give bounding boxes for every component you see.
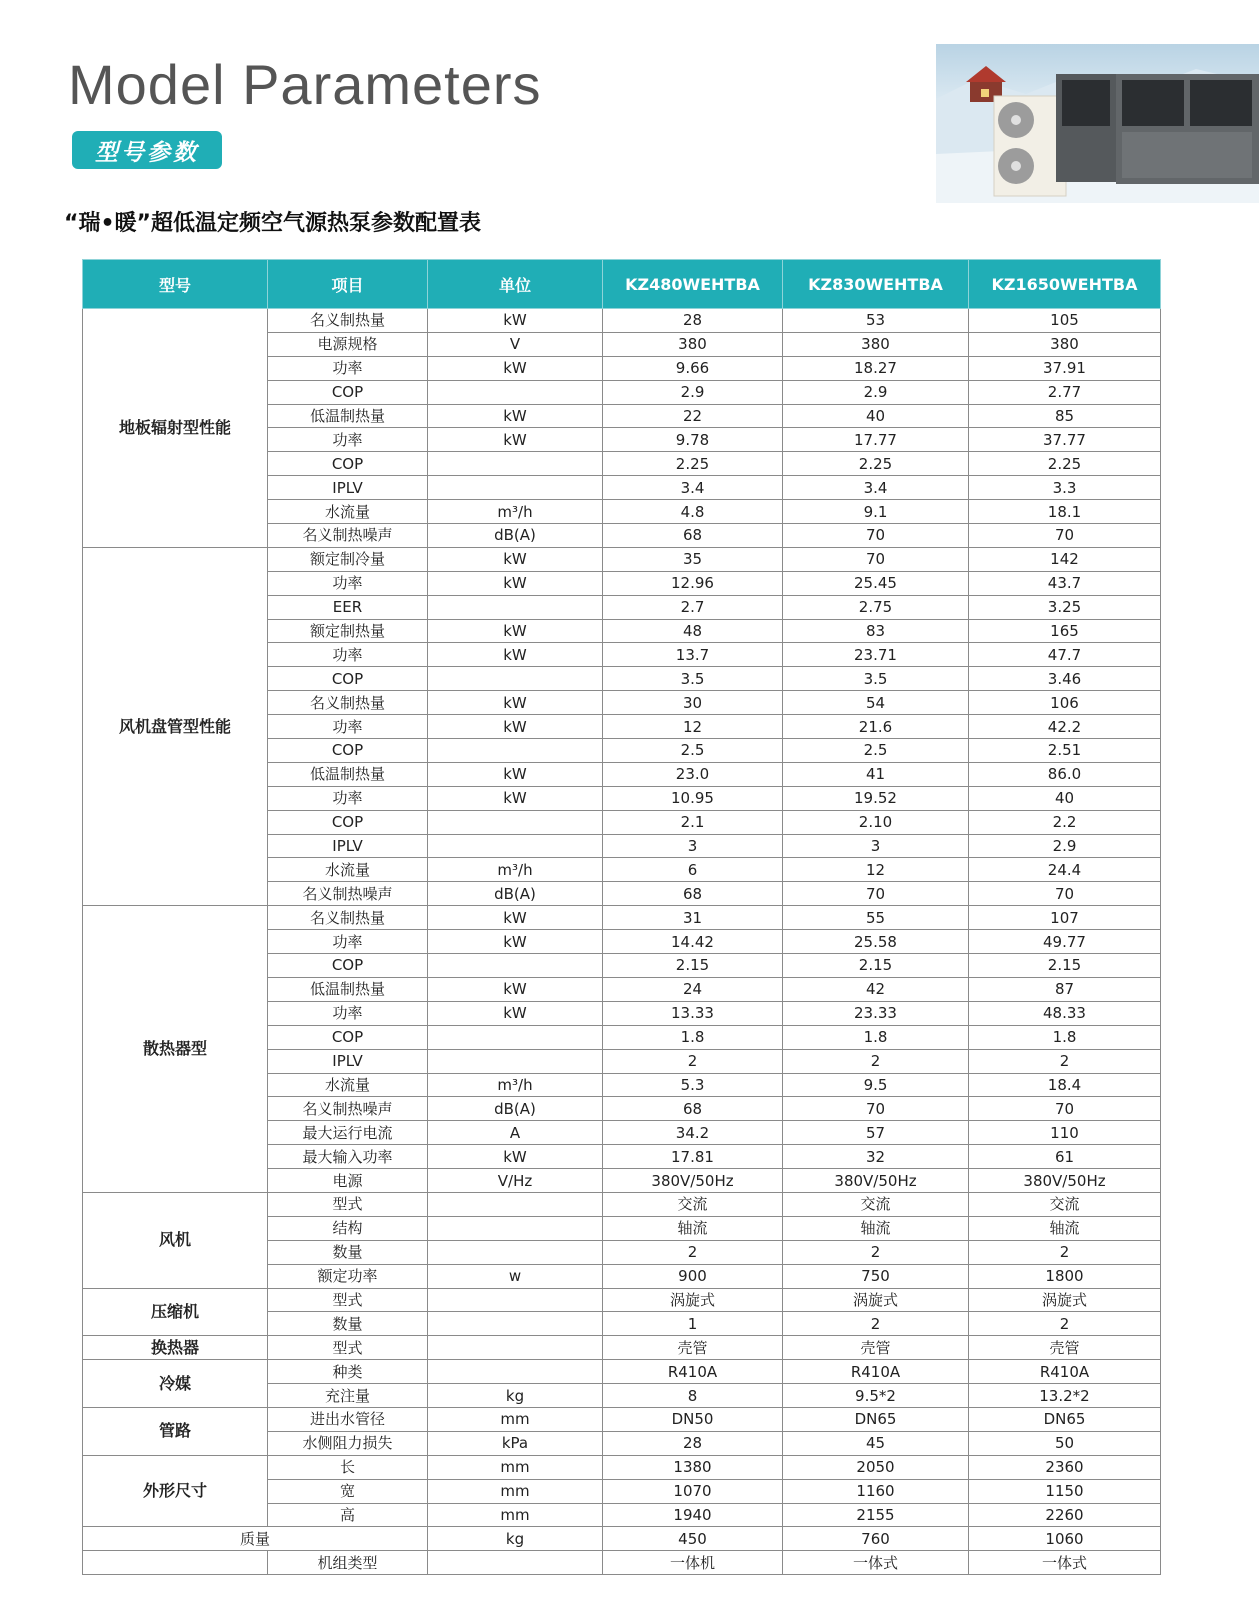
table-row-mass <box>83 1527 1161 1551</box>
value-cell: 86.0 <box>969 762 1161 786</box>
item-cell: 额定功率 <box>268 1264 428 1288</box>
item-cell: 种类 <box>268 1360 428 1384</box>
unit-cell: A <box>428 1121 603 1145</box>
unit-cell: mm <box>428 1479 603 1503</box>
unit-cell <box>428 1240 603 1264</box>
table-row <box>83 906 1161 930</box>
unit-cell: kW <box>428 356 603 380</box>
value-cell: 40 <box>783 404 969 428</box>
value-cell: 2.9 <box>969 834 1161 858</box>
value-cell: 13.33 <box>603 1001 783 1025</box>
unit-cell: m³/h <box>428 1073 603 1097</box>
value-cell: 1380 <box>603 1455 783 1479</box>
value-cell: 10.95 <box>603 786 783 810</box>
item-cell: 型式 <box>268 1336 428 1360</box>
item-cell: 电源 <box>268 1169 428 1193</box>
value-cell: 13.7 <box>603 643 783 667</box>
value-cell: 1800 <box>969 1264 1161 1288</box>
unit-cell: kW <box>428 715 603 739</box>
value-cell: 交流 <box>603 1192 783 1216</box>
item-cell: 功率 <box>268 428 428 452</box>
value-cell: 6 <box>603 858 783 882</box>
group-label: 管路 <box>83 1407 268 1455</box>
value-cell: 9.78 <box>603 428 783 452</box>
item-cell: COP <box>268 810 428 834</box>
unit-cell: kW <box>428 404 603 428</box>
item-cell: 水流量 <box>268 1073 428 1097</box>
value-cell: 47.7 <box>969 643 1161 667</box>
value-cell: 900 <box>603 1264 783 1288</box>
unit-cell: kW <box>428 930 603 954</box>
value-cell: 30 <box>603 691 783 715</box>
value-cell: 2.15 <box>783 954 969 978</box>
value-cell: 2.7 <box>603 595 783 619</box>
value-cell: 70 <box>969 1097 1161 1121</box>
value-cell: 5.3 <box>603 1073 783 1097</box>
value-cell: 25.45 <box>783 571 969 595</box>
item-cell: COP <box>268 1025 428 1049</box>
value-cell: 105 <box>969 309 1161 333</box>
col-header: KZ1650WEHTBA <box>969 260 1161 309</box>
unit-cell <box>428 452 603 476</box>
unit-cell: kW <box>428 906 603 930</box>
unit-cell <box>428 954 603 978</box>
mass-label: 质量 <box>83 1527 428 1551</box>
value-cell: 轴流 <box>603 1216 783 1240</box>
item-cell: 型式 <box>268 1288 428 1312</box>
value-cell: 19.52 <box>783 786 969 810</box>
value-cell: 3.46 <box>969 667 1161 691</box>
empty-cell <box>83 1551 268 1575</box>
value-cell: R410A <box>603 1360 783 1384</box>
unit-cell: mm <box>428 1407 603 1431</box>
value-cell: 9.5 <box>783 1073 969 1097</box>
table-row <box>83 1288 1161 1312</box>
value-cell: 涡旋式 <box>783 1288 969 1312</box>
value-cell: 165 <box>969 619 1161 643</box>
item-cell: COP <box>268 452 428 476</box>
value-cell: 1160 <box>783 1479 969 1503</box>
value-cell: 2 <box>603 1240 783 1264</box>
item-cell: 名义制热噪声 <box>268 1097 428 1121</box>
value-cell: 17.77 <box>783 428 969 452</box>
value-cell: 2.10 <box>783 810 969 834</box>
value-cell: 18.4 <box>969 1073 1161 1097</box>
value-cell: 24.4 <box>969 858 1161 882</box>
value-cell: 61 <box>969 1145 1161 1169</box>
table-row <box>83 1455 1161 1479</box>
value-cell: 31 <box>603 906 783 930</box>
col-header: KZ830WEHTBA <box>783 260 969 309</box>
value-cell: 2.15 <box>603 954 783 978</box>
value-cell: 23.71 <box>783 643 969 667</box>
unit-cell: kW <box>428 977 603 1001</box>
value-cell: 57 <box>783 1121 969 1145</box>
col-header: KZ480WEHTBA <box>603 260 783 309</box>
value-cell: 450 <box>603 1527 783 1551</box>
value-cell: 12.96 <box>603 571 783 595</box>
item-cell: 高 <box>268 1503 428 1527</box>
unit-cell <box>428 1216 603 1240</box>
value-cell: 2.25 <box>783 452 969 476</box>
value-cell: 交流 <box>969 1192 1161 1216</box>
value-cell: 68 <box>603 882 783 906</box>
unit-cell: dB(A) <box>428 1097 603 1121</box>
item-cell: 结构 <box>268 1216 428 1240</box>
unit-cell <box>428 1049 603 1073</box>
value-cell: 3.25 <box>969 595 1161 619</box>
unit-cell: kg <box>428 1527 603 1551</box>
value-cell: 2.5 <box>603 739 783 763</box>
value-cell: 42 <box>783 977 969 1001</box>
item-cell: 数量 <box>268 1240 428 1264</box>
unit-cell: kW <box>428 309 603 333</box>
table-row-unit-type <box>83 1551 1161 1575</box>
unit-cell: dB(A) <box>428 524 603 548</box>
value-cell: 壳管 <box>603 1336 783 1360</box>
unit-cell <box>428 476 603 500</box>
value-cell: 一体式 <box>969 1551 1161 1575</box>
value-cell: 25.58 <box>783 930 969 954</box>
item-cell: 功率 <box>268 930 428 954</box>
value-cell: 2.51 <box>969 739 1161 763</box>
parameter-table <box>82 259 1160 1575</box>
unit-cell: kW <box>428 1145 603 1169</box>
item-cell: 进出水管径 <box>268 1407 428 1431</box>
unit-cell <box>428 595 603 619</box>
value-cell: 83 <box>783 619 969 643</box>
value-cell: 70 <box>969 882 1161 906</box>
item-cell: 名义制热噪声 <box>268 882 428 906</box>
value-cell: 1150 <box>969 1479 1161 1503</box>
unit-cell: kW <box>428 691 603 715</box>
value-cell: 3.3 <box>969 476 1161 500</box>
item-cell: IPLV <box>268 834 428 858</box>
value-cell: 21.6 <box>783 715 969 739</box>
unit-cell: mm <box>428 1455 603 1479</box>
value-cell: 2.1 <box>603 810 783 834</box>
value-cell: DN50 <box>603 1407 783 1431</box>
item-cell: 名义制热量 <box>268 691 428 715</box>
value-cell: 1940 <box>603 1503 783 1527</box>
unit-cell: dB(A) <box>428 882 603 906</box>
value-cell: 70 <box>969 524 1161 548</box>
unit-cell: kPa <box>428 1431 603 1455</box>
value-cell: 2.77 <box>969 380 1161 404</box>
value-cell: 4.8 <box>603 500 783 524</box>
value-cell: 1.8 <box>969 1025 1161 1049</box>
value-cell: 17.81 <box>603 1145 783 1169</box>
value-cell: 48 <box>603 619 783 643</box>
value-cell: 106 <box>969 691 1161 715</box>
unit-cell: kW <box>428 571 603 595</box>
item-cell: 宽 <box>268 1479 428 1503</box>
group-label: 风机盘管型性能 <box>83 547 268 905</box>
value-cell: 涡旋式 <box>969 1288 1161 1312</box>
value-cell: 380 <box>603 332 783 356</box>
value-cell: 2 <box>783 1049 969 1073</box>
value-cell: 1.8 <box>603 1025 783 1049</box>
unit-cell: kW <box>428 619 603 643</box>
value-cell: 107 <box>969 906 1161 930</box>
value-cell: 壳管 <box>783 1336 969 1360</box>
table-row <box>83 1360 1161 1384</box>
unit-cell <box>428 739 603 763</box>
value-cell: 23.0 <box>603 762 783 786</box>
value-cell: 70 <box>783 524 969 548</box>
unit-cell <box>428 1551 603 1575</box>
value-cell: 87 <box>969 977 1161 1001</box>
unit-cell: m³/h <box>428 858 603 882</box>
value-cell: 2.9 <box>783 380 969 404</box>
item-cell: 额定制冷量 <box>268 547 428 571</box>
value-cell: 142 <box>969 547 1161 571</box>
value-cell: DN65 <box>783 1407 969 1431</box>
unit-cell <box>428 810 603 834</box>
value-cell: 37.77 <box>969 428 1161 452</box>
unit-cell <box>428 667 603 691</box>
value-cell: 380 <box>969 332 1161 356</box>
item-cell: 名义制热噪声 <box>268 524 428 548</box>
item-cell: 水侧阻力损失 <box>268 1431 428 1455</box>
value-cell: 2050 <box>783 1455 969 1479</box>
value-cell: 40 <box>969 786 1161 810</box>
value-cell: 3.5 <box>603 667 783 691</box>
value-cell: 涡旋式 <box>603 1288 783 1312</box>
product-photo <box>936 44 1259 203</box>
value-cell: 380V/50Hz <box>969 1169 1161 1193</box>
value-cell: 9.5*2 <box>783 1384 969 1408</box>
item-cell: 功率 <box>268 643 428 667</box>
group-label: 换热器 <box>83 1336 268 1360</box>
subtitle-badge: 型号参数 <box>72 131 222 169</box>
unit-cell <box>428 380 603 404</box>
value-cell: 9.1 <box>783 500 969 524</box>
value-cell: 3 <box>603 834 783 858</box>
table-row <box>83 309 1161 333</box>
item-cell: 数量 <box>268 1312 428 1336</box>
group-label: 冷媒 <box>83 1360 268 1408</box>
value-cell: 53 <box>783 309 969 333</box>
value-cell: 2.25 <box>603 452 783 476</box>
value-cell: 37.91 <box>969 356 1161 380</box>
value-cell: 18.1 <box>969 500 1161 524</box>
value-cell: 750 <box>783 1264 969 1288</box>
item-cell: 低温制热量 <box>268 762 428 786</box>
value-cell: 交流 <box>783 1192 969 1216</box>
item-cell: 电源规格 <box>268 332 428 356</box>
unit-cell: w <box>428 1264 603 1288</box>
value-cell: 68 <box>603 1097 783 1121</box>
item-cell: 功率 <box>268 786 428 810</box>
item-cell: 最大输入功率 <box>268 1145 428 1169</box>
unit-cell: kW <box>428 643 603 667</box>
value-cell: 45 <box>783 1431 969 1455</box>
table-row <box>83 1336 1161 1360</box>
item-cell: IPLV <box>268 476 428 500</box>
value-cell: 1060 <box>969 1527 1161 1551</box>
value-cell: 24 <box>603 977 783 1001</box>
item-cell: 型式 <box>268 1192 428 1216</box>
value-cell: 2360 <box>969 1455 1161 1479</box>
item-cell: 名义制热量 <box>268 309 428 333</box>
value-cell: 8 <box>603 1384 783 1408</box>
table-row <box>83 1407 1161 1431</box>
value-cell: 43.7 <box>969 571 1161 595</box>
value-cell: 轴流 <box>969 1216 1161 1240</box>
value-cell: 轴流 <box>783 1216 969 1240</box>
item-cell: 功率 <box>268 1001 428 1025</box>
value-cell: 22 <box>603 404 783 428</box>
table-row <box>83 1192 1161 1216</box>
value-cell: 壳管 <box>969 1336 1161 1360</box>
value-cell: 380V/50Hz <box>783 1169 969 1193</box>
value-cell: 1.8 <box>783 1025 969 1049</box>
item-cell: IPLV <box>268 1049 428 1073</box>
value-cell: 2.5 <box>783 739 969 763</box>
value-cell: 50 <box>969 1431 1161 1455</box>
value-cell: 42.2 <box>969 715 1161 739</box>
value-cell: 55 <box>783 906 969 930</box>
value-cell: 3 <box>783 834 969 858</box>
value-cell: 9.66 <box>603 356 783 380</box>
heat-pump-illustration <box>936 44 1259 203</box>
value-cell: 48.33 <box>969 1001 1161 1025</box>
value-cell: 3.4 <box>783 476 969 500</box>
value-cell: 18.27 <box>783 356 969 380</box>
unit-cell: kW <box>428 1001 603 1025</box>
value-cell: 12 <box>603 715 783 739</box>
col-header: 型号 <box>83 260 268 309</box>
value-cell: 3.4 <box>603 476 783 500</box>
value-cell: 一体机 <box>603 1551 783 1575</box>
value-cell: 1 <box>603 1312 783 1336</box>
item-cell: 水流量 <box>268 858 428 882</box>
item-cell: COP <box>268 739 428 763</box>
value-cell: 1070 <box>603 1479 783 1503</box>
value-cell: 41 <box>783 762 969 786</box>
unit-cell: mm <box>428 1503 603 1527</box>
value-cell: 2155 <box>783 1503 969 1527</box>
item-cell: COP <box>268 667 428 691</box>
group-label: 地板辐射型性能 <box>83 309 268 548</box>
item-cell: 名义制热量 <box>268 906 428 930</box>
table-row <box>83 547 1161 571</box>
unit-cell: kW <box>428 762 603 786</box>
item-cell: COP <box>268 380 428 404</box>
group-label: 散热器型 <box>83 906 268 1193</box>
value-cell: 2.75 <box>783 595 969 619</box>
value-cell: 28 <box>603 309 783 333</box>
item-cell: 机组类型 <box>268 1551 428 1575</box>
value-cell: 85 <box>969 404 1161 428</box>
unit-cell: m³/h <box>428 500 603 524</box>
unit-cell: kW <box>428 428 603 452</box>
item-cell: COP <box>268 954 428 978</box>
value-cell: 2 <box>969 1240 1161 1264</box>
unit-cell: kW <box>428 547 603 571</box>
item-cell: 长 <box>268 1455 428 1479</box>
value-cell: 110 <box>969 1121 1161 1145</box>
value-cell: 2 <box>783 1312 969 1336</box>
group-label: 压缩机 <box>83 1288 268 1336</box>
value-cell: 12 <box>783 858 969 882</box>
value-cell: 32 <box>783 1145 969 1169</box>
value-cell: R410A <box>969 1360 1161 1384</box>
value-cell: 70 <box>783 547 969 571</box>
unit-cell: kg <box>428 1384 603 1408</box>
item-cell: 充注量 <box>268 1384 428 1408</box>
value-cell: 2.9 <box>603 380 783 404</box>
unit-cell <box>428 1025 603 1049</box>
value-cell: 2 <box>969 1049 1161 1073</box>
value-cell: 70 <box>783 882 969 906</box>
page-title: Model Parameters <box>68 53 542 116</box>
table-header-row <box>83 260 1161 309</box>
value-cell: DN65 <box>969 1407 1161 1431</box>
unit-cell: kW <box>428 786 603 810</box>
unit-cell <box>428 1360 603 1384</box>
value-cell: 14.42 <box>603 930 783 954</box>
unit-cell <box>428 1288 603 1312</box>
value-cell: 35 <box>603 547 783 571</box>
value-cell: 13.2*2 <box>969 1384 1161 1408</box>
item-cell: 低温制热量 <box>268 977 428 1001</box>
item-cell: EER <box>268 595 428 619</box>
unit-cell <box>428 1312 603 1336</box>
unit-cell <box>428 834 603 858</box>
item-cell: 最大运行电流 <box>268 1121 428 1145</box>
value-cell: 2.25 <box>969 452 1161 476</box>
value-cell: 49.77 <box>969 930 1161 954</box>
item-cell: 功率 <box>268 571 428 595</box>
table-title: “瑞•暖”超低温定频空气源热泵参数配置表 <box>64 211 481 236</box>
unit-cell <box>428 1336 603 1360</box>
item-cell: 低温制热量 <box>268 404 428 428</box>
value-cell: 760 <box>783 1527 969 1551</box>
value-cell: 3.5 <box>783 667 969 691</box>
value-cell: 2 <box>603 1049 783 1073</box>
value-cell: 2.15 <box>969 954 1161 978</box>
group-label: 风机 <box>83 1192 268 1288</box>
value-cell: 54 <box>783 691 969 715</box>
col-header: 项目 <box>268 260 428 309</box>
unit-cell: V/Hz <box>428 1169 603 1193</box>
value-cell: 28 <box>603 1431 783 1455</box>
unit-cell: V <box>428 332 603 356</box>
value-cell: 一体式 <box>783 1551 969 1575</box>
value-cell: 23.33 <box>783 1001 969 1025</box>
unit-cell <box>428 1192 603 1216</box>
value-cell: 68 <box>603 524 783 548</box>
item-cell: 水流量 <box>268 500 428 524</box>
item-cell: 额定制热量 <box>268 619 428 643</box>
group-label: 外形尺寸 <box>83 1455 268 1527</box>
value-cell: 380V/50Hz <box>603 1169 783 1193</box>
value-cell: 2260 <box>969 1503 1161 1527</box>
value-cell: 70 <box>783 1097 969 1121</box>
item-cell: 功率 <box>268 356 428 380</box>
value-cell: 2 <box>969 1312 1161 1336</box>
item-cell: 功率 <box>268 715 428 739</box>
value-cell: 2.2 <box>969 810 1161 834</box>
value-cell: 2 <box>783 1240 969 1264</box>
col-header: 单位 <box>428 260 603 309</box>
value-cell: 380 <box>783 332 969 356</box>
value-cell: 34.2 <box>603 1121 783 1145</box>
value-cell: R410A <box>783 1360 969 1384</box>
